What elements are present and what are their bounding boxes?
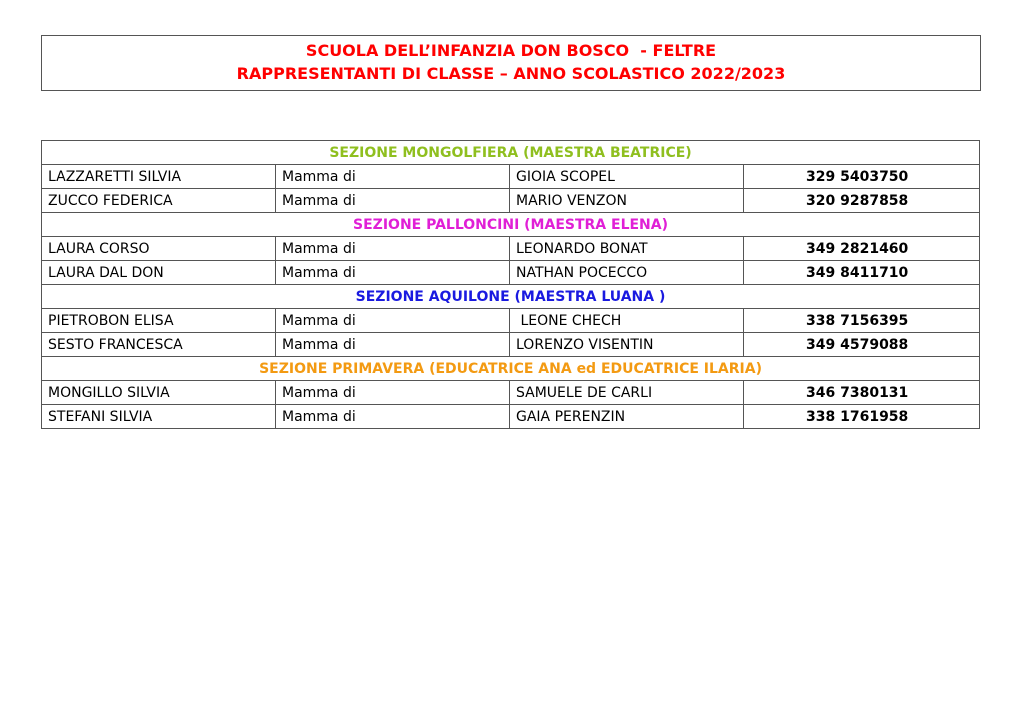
- child-name: MARIO VENZON: [510, 189, 744, 213]
- phone-number: 349 4579088: [744, 333, 980, 357]
- section-title-palloncini: SEZIONE PALLONCINI (MAESTRA ELENA): [42, 213, 980, 237]
- child-name: SAMUELE DE CARLI: [510, 381, 744, 405]
- child-name: NATHAN POCECCO: [510, 261, 744, 285]
- relation: Mamma di: [276, 333, 510, 357]
- child-name: GAIA PERENZIN: [510, 405, 744, 429]
- relation: Mamma di: [276, 165, 510, 189]
- relation: Mamma di: [276, 381, 510, 405]
- parent-name: SESTO FRANCESCA: [42, 333, 276, 357]
- school-title: SCUOLA DELL’INFANZIA DON BOSCO - FELTRE: [305, 41, 717, 60]
- child-name: LEONE CHECH: [510, 309, 744, 333]
- section-title-aquilone: SEZIONE AQUILONE (MAESTRA LUANA ): [42, 285, 980, 309]
- parent-name: LAURA DAL DON: [42, 261, 276, 285]
- relation: Mamma di: [276, 309, 510, 333]
- phone-number: 338 1761958: [744, 405, 980, 429]
- phone-number: 349 8411710: [744, 261, 980, 285]
- phone-number: 349 2821460: [744, 237, 980, 261]
- relation: Mamma di: [276, 261, 510, 285]
- document-subtitle: RAPPRESENTANTI DI CLASSE – ANNO SCOLASTICO 2022/2023: [236, 64, 786, 83]
- section-header-row: [42, 357, 980, 381]
- section-header-row: [42, 141, 980, 165]
- parent-name: MONGILLO SILVIA: [42, 381, 276, 405]
- table-row: [42, 333, 980, 357]
- header-box: [41, 35, 981, 91]
- table-row: [42, 189, 980, 213]
- table-row: [42, 309, 980, 333]
- phone-number: 329 5403750: [744, 165, 980, 189]
- parent-name: LAZZARETTI SILVIA: [42, 165, 276, 189]
- phone-number: 320 9287858: [744, 189, 980, 213]
- phone-number: 338 7156395: [744, 309, 980, 333]
- table-row: [42, 165, 980, 189]
- child-name: GIOIA SCOPEL: [510, 165, 744, 189]
- section-header-row: [42, 213, 980, 237]
- relation: Mamma di: [276, 237, 510, 261]
- section-title-mongolfiera: SEZIONE MONGOLFIERA (MAESTRA BEATRICE): [42, 141, 980, 165]
- phone-number: 346 7380131: [744, 381, 980, 405]
- child-name: LEONARDO BONAT: [510, 237, 744, 261]
- representatives-table: [41, 140, 980, 429]
- parent-name: LAURA CORSO: [42, 237, 276, 261]
- parent-name: STEFANI SILVIA: [42, 405, 276, 429]
- parent-name: PIETROBON ELISA: [42, 309, 276, 333]
- relation: Mamma di: [276, 405, 510, 429]
- section-title-primavera: SEZIONE PRIMAVERA (EDUCATRICE ANA ed EDUCATRICE ILARIA): [42, 357, 980, 381]
- child-name: LORENZO VISENTIN: [510, 333, 744, 357]
- relation: Mamma di: [276, 189, 510, 213]
- table-row: [42, 405, 980, 429]
- table-row: [42, 381, 980, 405]
- section-header-row: [42, 285, 980, 309]
- parent-name: ZUCCO FEDERICA: [42, 189, 276, 213]
- table-row: [42, 261, 980, 285]
- table-row: [42, 237, 980, 261]
